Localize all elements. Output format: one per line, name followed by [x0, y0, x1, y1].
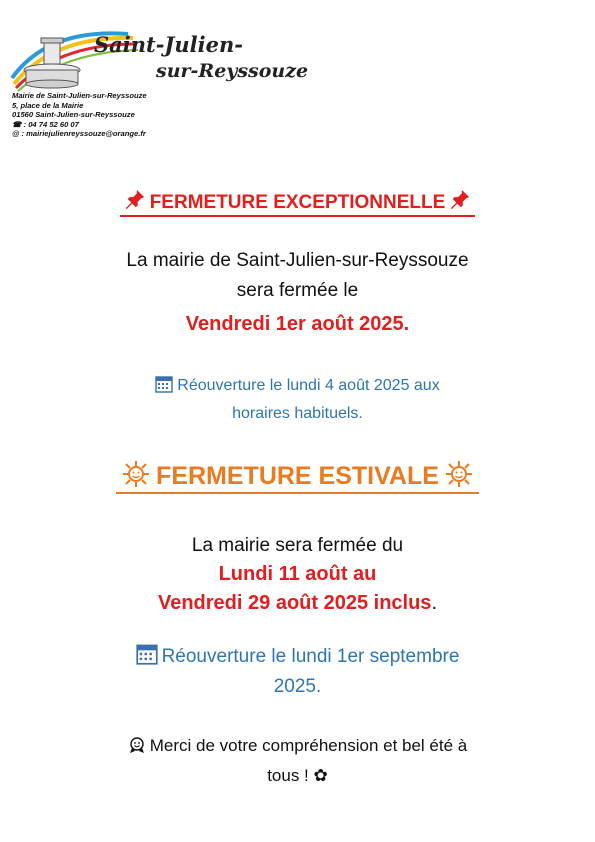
- closure1-text: [0, 246, 595, 342]
- sun-icon: [445, 460, 473, 488]
- closure2-date1: Lundi 11 août au: [218, 563, 377, 585]
- closure1-title: FERMETURE EXCEPTIONNELLE: [149, 192, 446, 213]
- footer-line1: Merci de votre compréhension et bel été à: [149, 736, 468, 755]
- pushpin-icon: [449, 188, 471, 210]
- closure2-reopen: [0, 642, 595, 702]
- closure2-date2-suffix: .: [431, 592, 437, 614]
- closure2-heading: [0, 460, 595, 494]
- closure2-text: [0, 531, 595, 618]
- closure1-line1: La mairie de Saint-Julien-sur-Reyssouze: [126, 250, 469, 271]
- calendar-icon: [155, 375, 173, 393]
- closure2-line1: La mairie sera fermée du: [191, 535, 404, 556]
- email-line: @ : mairiejulienreyssouze@orange.fr: [12, 129, 146, 139]
- closure1-reopen-line2: horaires habituels.: [232, 405, 363, 422]
- address-block: [12, 91, 147, 139]
- address-line: 01560 Saint-Julien-sur-Reyssouze: [12, 110, 135, 120]
- closure1-heading: [0, 188, 595, 217]
- footer-line2: tous !: [267, 766, 309, 785]
- flower-icon: ✿: [313, 766, 328, 785]
- closure1-reopen: [0, 372, 595, 428]
- sun-icon: [122, 460, 150, 488]
- calendar-icon: [136, 643, 158, 665]
- logo-title-line2: sur-Reyssouze: [156, 60, 309, 82]
- closure2-date2: Vendredi 29 août 2025 inclus: [157, 592, 432, 614]
- footer-message: [0, 731, 595, 791]
- closure2-reopen-line1: Réouverture le lundi 1er septembre: [161, 646, 460, 667]
- address-line: Mairie de Saint-Julien-sur-Reyssouze: [12, 91, 147, 100]
- logo-title-line1: Saint-Julien-: [94, 32, 243, 57]
- hugging-face-icon: [128, 736, 146, 754]
- closure1-line2: sera fermée le: [236, 280, 359, 301]
- pushpin-icon: [124, 188, 146, 210]
- letterhead: [8, 24, 309, 149]
- closure1-date: Vendredi 1er août 2025.: [185, 313, 410, 335]
- closure1-reopen-line1: Réouverture le lundi 4 août 2025 aux: [177, 377, 440, 394]
- closure2-title: FERMETURE ESTIVALE: [156, 462, 439, 490]
- address-line: 5, place de la Mairie: [12, 100, 84, 110]
- phone-line: ☎ : 04 74 52 60 07: [12, 119, 79, 129]
- closure2-reopen-line2: 2025.: [273, 676, 322, 697]
